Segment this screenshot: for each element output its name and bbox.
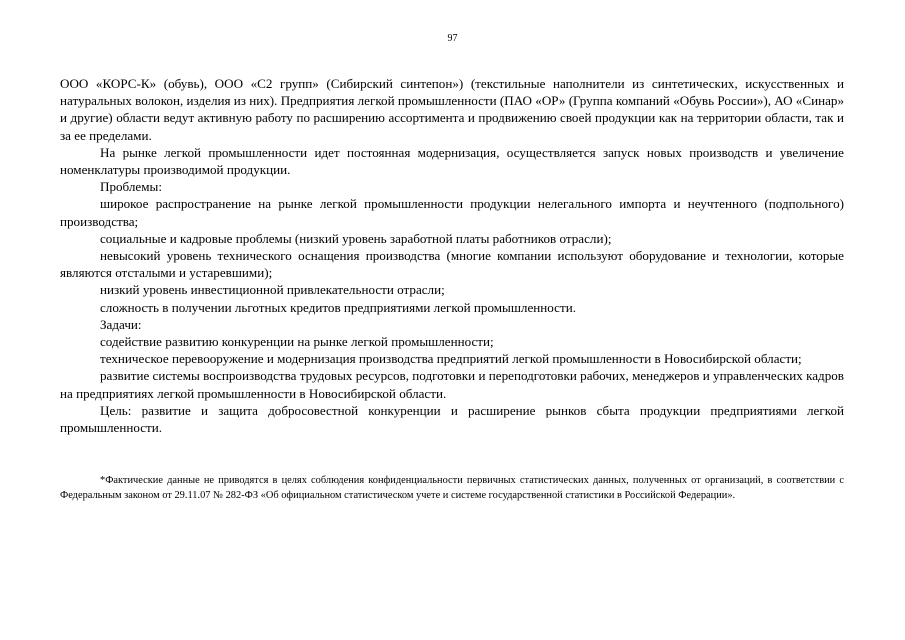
- body-text: [60, 75, 844, 436]
- goal-paragraph: Цель: развитие и защита добросовестной конкуренции и расширение рынков сбыта продукции предприятиями легкой промышленности.: [60, 402, 844, 436]
- paragraph-continuation: ООО «КОРС-К» (обувь), ООО «С2 групп» (Сибирский синтепон») (текстильные наполнители из синтетических, искусственных и натуральных волокон, изделия из них). Предприятия легкой промышленности (ПАО «ОР» (Группа компаний «Обувь России»), АО «Синар» и другие) области ведут активную работу по расширению ассортимента и продвижению своей продукции как на территории области, так и за ее пределами.: [60, 76, 845, 143]
- problem-item: сложность в получении льготных кредитов предприятиями легкой промышленности.: [100, 299, 576, 315]
- footnote: *Фактические данные не приводятся в целях соблюдения конфиденциальности первичных статистических данных, полученных от организаций, в соответствии с Федеральным законом от 29.11.07 № 282-ФЗ «Об официальном статистическом учете и системе государственной статистики в Российской Федерации».: [60, 475, 844, 501]
- page-number: 97: [447, 33, 458, 44]
- task-item: содействие развитию конкуренции на рынке легкой промышленности;: [100, 334, 494, 350]
- task-item: техническое перевооружение и модернизация производства предприятий легкой промышленности в Новосибирской области;: [100, 351, 802, 367]
- paragraph-modernization: На рынке легкой промышленности идет постоянная модернизация, осуществляется запуск новых производств и увеличение номенклатуры производимой продукции.: [60, 144, 844, 178]
- problem-item: социальные и кадровые проблемы (низкий уровень заработной платы работников отрасли);: [100, 230, 612, 246]
- problem-item: широкое распространение на рынке легкой промышленности продукции нелегального импорта и неучтенного (подпольного) производства;: [60, 196, 844, 229]
- heading-problems: Проблемы:: [100, 179, 162, 195]
- problem-item: невысокий уровень технического оснащения производства (многие компании используют оборудование и технологии, которые являются отсталыми и устаревшими);: [60, 248, 844, 281]
- problem-item: низкий уровень инвестиционной привлекательности отрасли;: [100, 282, 445, 298]
- task-item: развитие системы воспроизводства трудовых ресурсов, подготовки и переподготовки рабочих, менеджеров и управленческих кадров на предприятиях легкой промышленности в Новосибирской области.: [60, 368, 844, 401]
- heading-tasks: Задачи:: [100, 316, 142, 332]
